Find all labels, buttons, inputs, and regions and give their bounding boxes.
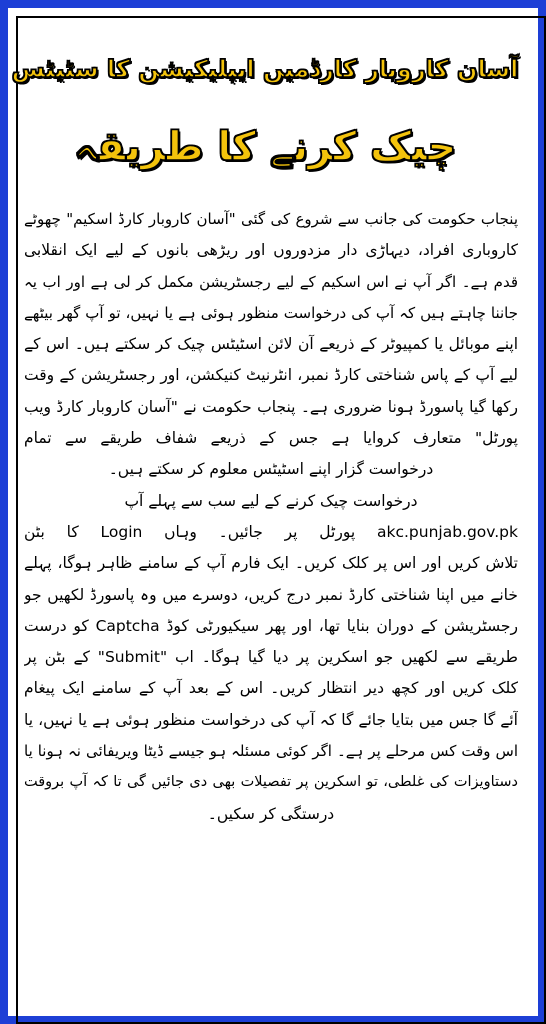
body-line: جاننا چاہتے ہیں کہ آپ کی درخواست منظور ہوئی ہے یا نہیں، تو آپ گھر بیٹھے xyxy=(24,303,518,322)
title-line-2: چیک کرنے کا طریقہ xyxy=(73,124,457,170)
body-line: درستگی کر سکیں۔ xyxy=(207,804,335,823)
body-line: درخواست چیک کرنے کے لیے سب سے پہلے آپ xyxy=(124,491,418,510)
body-line: طریقے سے لکھیں جو اسکرین پر دیا گیا ہوگا۔ اب "Submit" کے بٹن پر xyxy=(24,648,518,667)
title-line-1: آسان کاروبار کارڈمیں ایپلیکیشن کا سٹیٹس xyxy=(11,55,519,83)
body-line: دستاویزات کی غلطی، تو اسکرین پر تفصیلات بھی دی جائیں گی تا کہ آپ بروقت xyxy=(24,774,518,791)
body-line: پنجاب حکومت کی جانب سے شروع کی گئی "آسان کاروبار کارڈ اسکیم" چھوٹے xyxy=(24,210,518,228)
body-line: تلاش کریں اور اس پر کلک کریں۔ ایک فارم آپ کے سامنے ظاہر ہوگا، پہلے xyxy=(24,554,518,573)
body-line: رجسٹریشن کے دوران بنایا تھا، اور پھر سیکیورٹی کوڈ Captcha کو درست xyxy=(24,616,518,635)
body-line: اپنے موبائل یا کمپیوٹر کے ذریعے آن لائن اسٹیٹس چیک کر سکتے ہیں۔ اس کے xyxy=(24,335,518,354)
body-line: درخواست گزار اپنے اسٹیٹس معلوم کر سکتے ہیں۔ xyxy=(108,460,434,479)
body-line: رکھا گیا پاسورڈ ہونا ضروری ہے۔ پنجاب حکومت نے "آسان کاروبار کارڈ ویب xyxy=(24,397,518,416)
body-line: خانے میں اپنا شناختی کارڈ نمبر درج کریں، دوسرے میں وہ پاسورڈ لکھیں جو xyxy=(24,585,518,604)
article-body xyxy=(24,204,518,830)
body-line: آئے گا جس میں بتایا جائے گا کہ آپ کی درخواست منظور ہوئی ہے یا نہیں، یا xyxy=(24,710,518,729)
body-line-url: akc.punjab.gov.pk پورٹل پر جائیں۔ وہاں Login کا بٹن xyxy=(24,522,518,541)
body-line: اس وقت کس مرحلے پر ہے۔ اگر کوئی مسئلہ ہو جیسے ڈیٹا ویریفائی نہ ہونا یا xyxy=(24,742,518,761)
body-line: لیے آپ کے پاس شناختی کارڈ نمبر، انٹرنیٹ کنیکشن، اور رجسٹریشن کے وقت xyxy=(24,366,518,385)
body-line: کلک کریں اور کچھ دیر انتظار کریں۔ اس کے بعد آپ کے سامنے ایک پیغام xyxy=(24,679,518,698)
body-line: کاروباری افراد، دیہاڑی دار مزدوروں اور ریڑھی بانوں کے لیے ایک انقلابی xyxy=(24,241,518,260)
body-line: قدم ہے۔ اگر آپ نے اس اسکیم کے لیے رجسٹریشن مکمل کر لی ہے اور اب یہ xyxy=(24,272,518,291)
body-line: پورٹل" متعارف کروایا ہے جس کے ذریعے شفاف طریقے سے تمام xyxy=(24,429,518,448)
